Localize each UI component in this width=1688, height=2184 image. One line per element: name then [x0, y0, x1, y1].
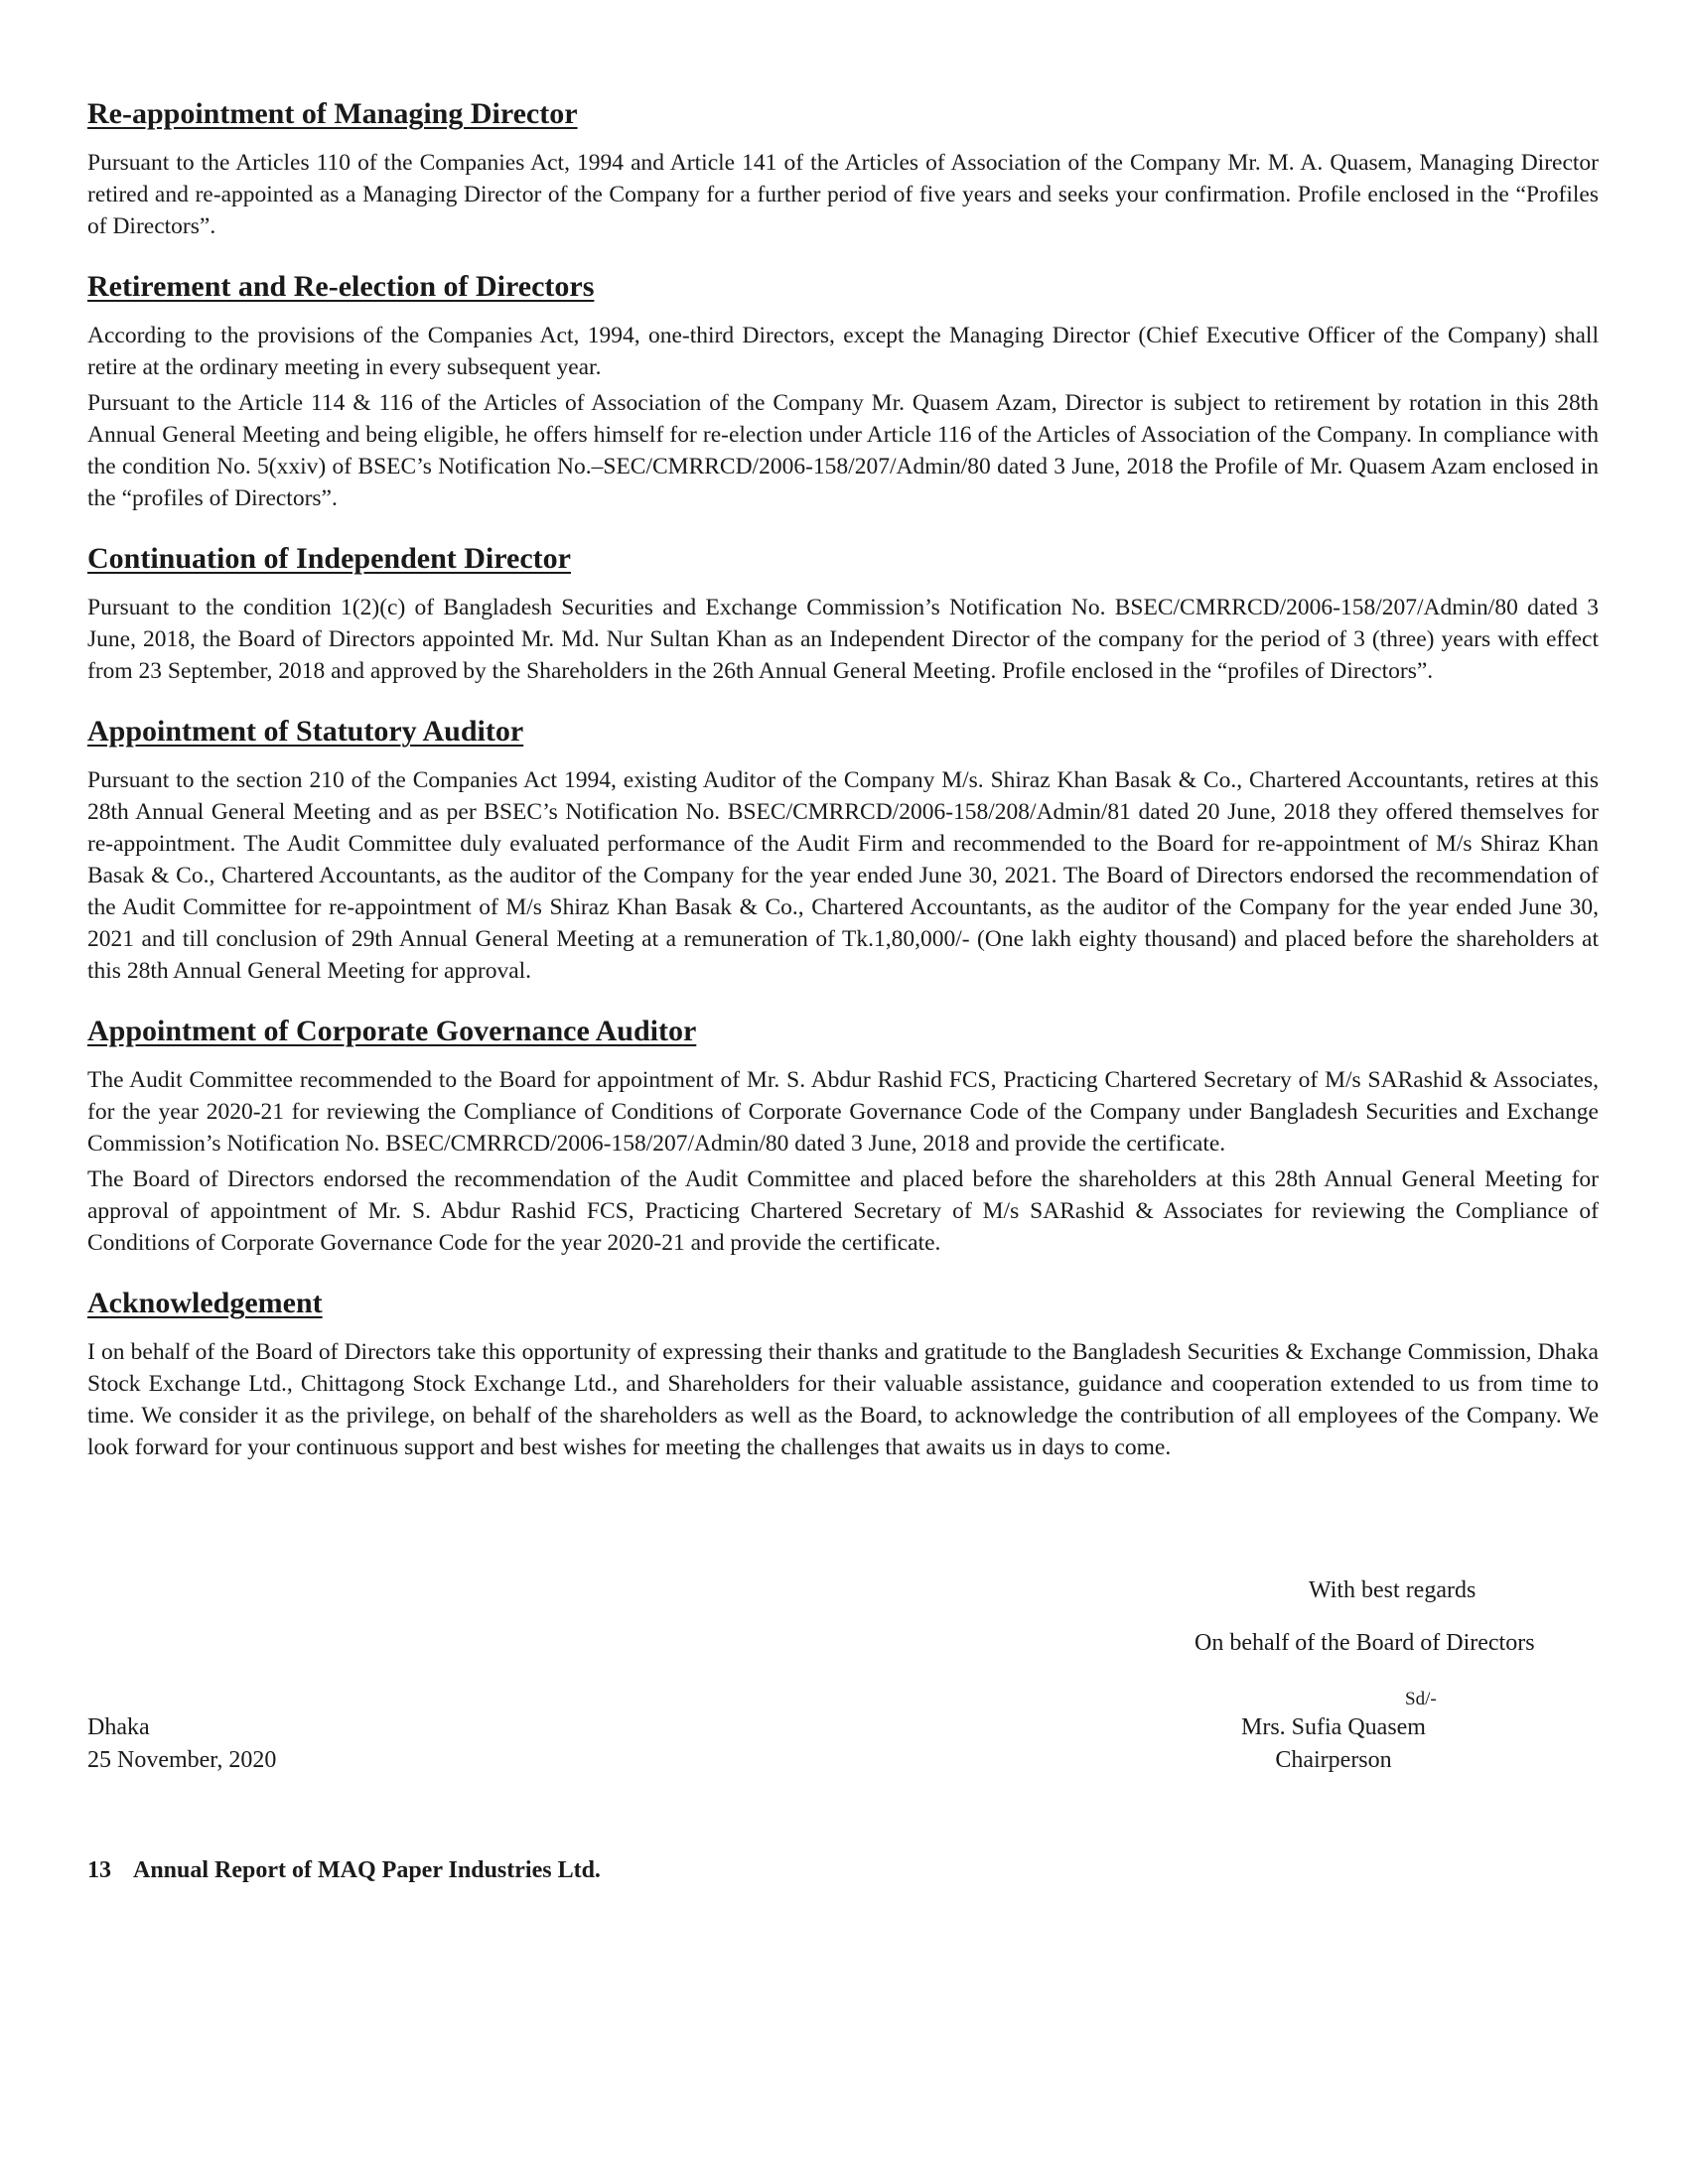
section-acknowledgement [87, 1285, 1599, 1463]
section-heading: Appointment of Statutory Auditor [87, 715, 524, 748]
section-independent-director [87, 540, 1599, 687]
closing-on-behalf: On behalf of the Board of Directors [1195, 1630, 1535, 1656]
place-date-block [87, 1711, 276, 1777]
section-heading: Re-appointment of Managing Director [87, 97, 578, 130]
section-paragraph: The Audit Committee recommended to the Board for appointment of Mr. S. Abdur Rashid FCS, Practicing Chartered Secretary of M/s SARashid & Associates, for the year 2020-21 for reviewing the Compliance of Conditions of Corporate Governance Code of the Company under Bangladesh Securities and Exchange Commission’s Notification No. BSEC/CMRRCD/2006-158/207/Admin/80 dated 3 June, 2018 and provide the certificate. [87, 1067, 1599, 1157]
signature-mark: Sd/- [1405, 1689, 1437, 1709]
page-footer [87, 1854, 601, 1886]
place: Dhaka [87, 1714, 150, 1740]
section-paragraph: Pursuant to the Articles 110 of the Companies Act, 1994 and Article 141 of the Articles of Association of the Company Mr. M. A. Quasem, Managing Director retired and re-appointed as a Managing Director of the Company for a further period of five years and seeks your confirmation. Profile enclosed in the “Profiles of Directors”. [87, 150, 1599, 239]
report-page [87, 95, 1599, 1883]
signer-title: Chairperson [1275, 1747, 1392, 1773]
section-heading: Acknowledgement [87, 1287, 323, 1319]
section-paragraph: According to the provisions of the Companies Act, 1994, one-third Directors, except the Managing Director (Chief Executive Officer of the Company) shall retire at the ordinary meeting in every subsequent year. [87, 323, 1599, 380]
section-paragraph: Pursuant to the condition 1(2)(c) of Bangladesh Securities and Exchange Commission’s Notification No. BSEC/CMRRCD/2006-158/207/Admin/80 dated 3 June, 2018, the Board of Directors appointed Mr. Md. Nur Sultan Khan as an Independent Director of the company for the period of 3 (three) years with effect from 23 September, 2018 and approved by the Shareholders in the 26th Annual General Meeting. Profile enclosed in the “profiles of Directors”. [87, 595, 1599, 684]
section-statutory-auditor [87, 713, 1599, 987]
section-paragraph: I on behalf of the Board of Directors take this opportunity of expressing their thanks and gratitude to the Bangladesh Securities & Exchange Commission, Dhaka Stock Exchange Ltd., Chittagong Stock Exchange Ltd., and Shareholders for their valuable assistance, guidance and cooperation extended to us from time to time. We consider it as the privilege, on behalf of the shareholders as well as the Board, to acknowledge the contribution of all employees of the Company. We look forward for your continuous support and best wishes for meeting the challenges that awaits us in days to come. [87, 1339, 1599, 1460]
date: 25 November, 2020 [87, 1747, 277, 1773]
section-paragraph: Pursuant to the section 210 of the Companies Act 1994, existing Auditor of the Company M/s. Shiraz Khan Basak & Co., Chartered Accountants, retires at this 28th Annual General Meeting and as per BSEC’s Notification No. BSEC/CMRRCD/2006-158/208/Admin/81 dated 20 June, 2018 they offered themselves for re-appointment. The Audit Committee duly evaluated performance of the Audit Firm and recommended to the Board for re-appointment of M/s Shiraz Khan Basak & Co., Chartered Accountants, as the auditor of the Company for the year ended June 30, 2021. The Board of Directors endorsed the recommendation of the Audit Committee for re-appointment of M/s Shiraz Khan Basak & Co., Chartered Accountants, as the auditor of the Company for the year ended June 30, 2021 and till conclusion of 29th Annual General Meeting at a remuneration of Tk.1,80,000/- (One lakh eighty thousand) and placed before the shareholders at this 28th Annual General Meeting for approval. [87, 767, 1599, 984]
page-number: 13 [87, 1857, 111, 1883]
signer-name: Mrs. Sufia Quasem [1241, 1714, 1426, 1740]
report-title: Annual Report of MAQ Paper Industries Ltd. [133, 1857, 601, 1883]
closing-regards: With best regards [1309, 1577, 1477, 1603]
section-md-reappointment [87, 95, 1599, 242]
section-heading: Continuation of Independent Director [87, 542, 571, 575]
section-paragraph: Pursuant to the Article 114 & 116 of the Articles of Association of the Company Mr. Quasem Azam, Director is subject to retirement by rotation in this 28th Annual General Meeting and being eligible, he offers himself for re-election under Article 116 of the Articles of Association of the Company. In compliance with the condition No. 5(xxiv) of BSEC’s Notification No.–SEC/CMRRCD/2006-158/207/Admin/80 dated 3 June, 2018 the Profile of Mr. Quasem Azam enclosed in the “profiles of Directors”. [87, 390, 1599, 511]
section-heading: Retirement and Re-election of Directors [87, 270, 595, 303]
signer-block [1219, 1711, 1448, 1777]
section-governance-auditor [87, 1013, 1599, 1259]
section-director-reelection [87, 268, 1599, 514]
section-paragraph: The Board of Directors endorsed the recommendation of the Audit Committee and placed before the shareholders at this 28th Annual General Meeting for approval of appointment of Mr. S. Abdur Rashid FCS, Practicing Chartered Secretary of M/s SARashid & Associates for reviewing the Compliance of Conditions of Corporate Governance Code for the year 2020-21 and provide the certificate. [87, 1166, 1599, 1256]
section-heading: Appointment of Corporate Governance Auditor [87, 1015, 697, 1047]
